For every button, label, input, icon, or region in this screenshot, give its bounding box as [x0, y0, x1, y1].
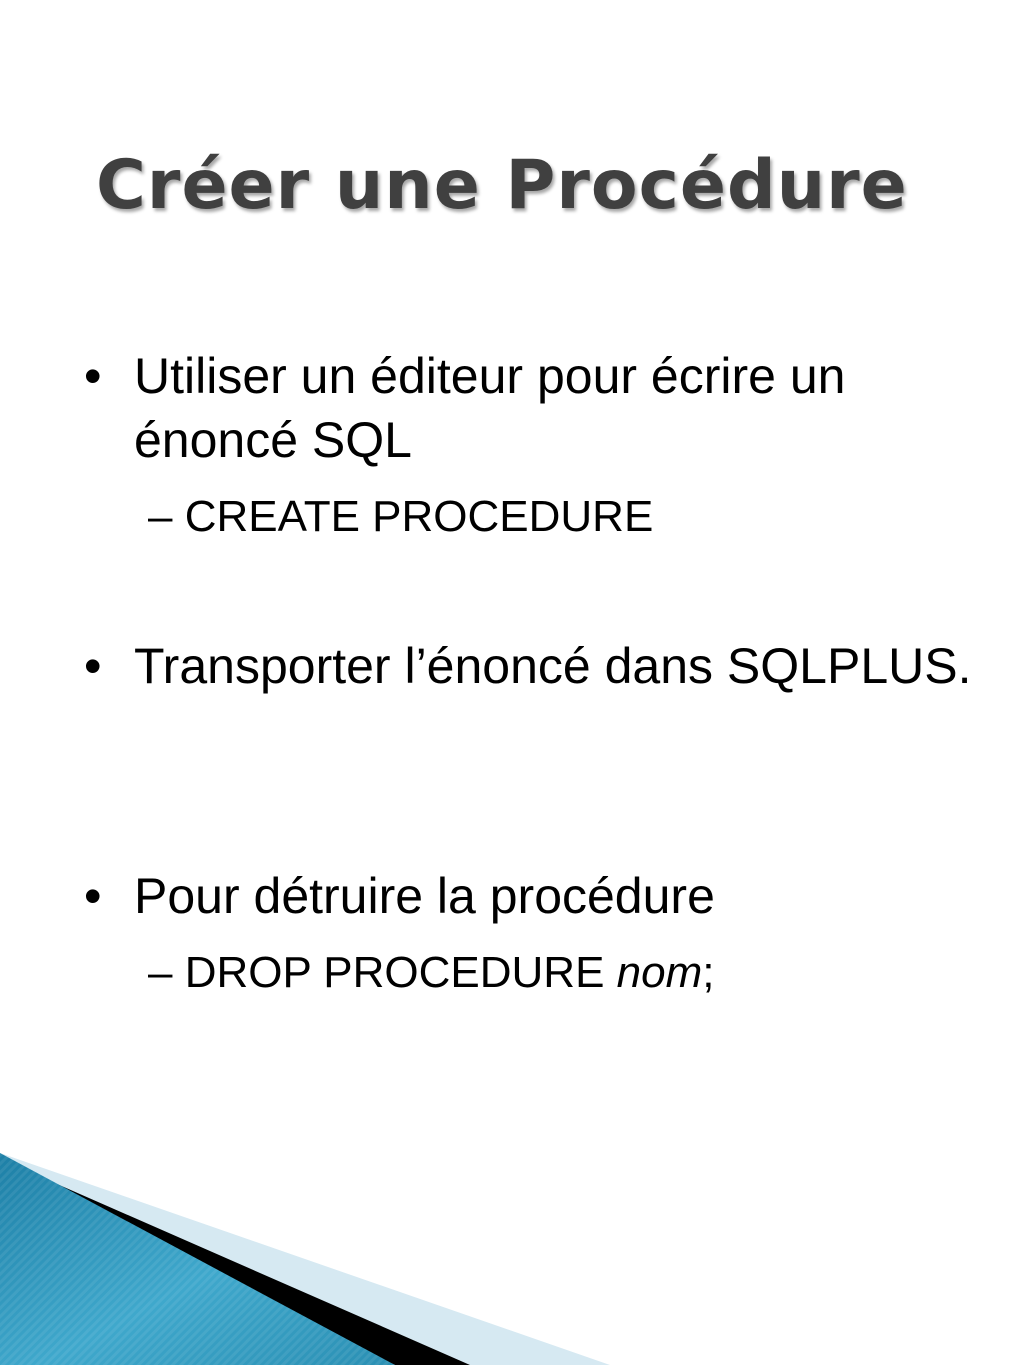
sub-bullet-italic: nom	[616, 948, 703, 997]
corner-decoration	[0, 1145, 1024, 1365]
sub-bullet-dash: –	[148, 948, 173, 997]
sub-bullet-text: CREATE PROCEDURE	[184, 492, 654, 541]
bullet-item-3	[84, 864, 984, 928]
slide-title: Créer une Procédure	[96, 146, 908, 225]
bullet-text: Pour détruire la procédure	[134, 868, 715, 924]
bullet-item-2	[84, 634, 984, 698]
bullet-marker: •	[84, 348, 102, 404]
sub-bullet-dash: –	[148, 492, 173, 541]
sub-bullet-1	[148, 490, 968, 544]
bullet-marker: •	[84, 638, 102, 694]
bullet-text: Utiliser un éditeur pour écrire un énoncé SQL	[134, 348, 846, 468]
sub-bullet-text: DROP PROCEDURE	[184, 948, 617, 997]
sub-bullet-3	[148, 946, 968, 1000]
bullet-marker: •	[84, 868, 102, 924]
sub-bullet-suffix: ;	[702, 948, 715, 997]
bullet-item-1	[84, 344, 984, 472]
bullet-text: Transporter l’énoncé dans SQLPLUS.	[134, 638, 972, 694]
